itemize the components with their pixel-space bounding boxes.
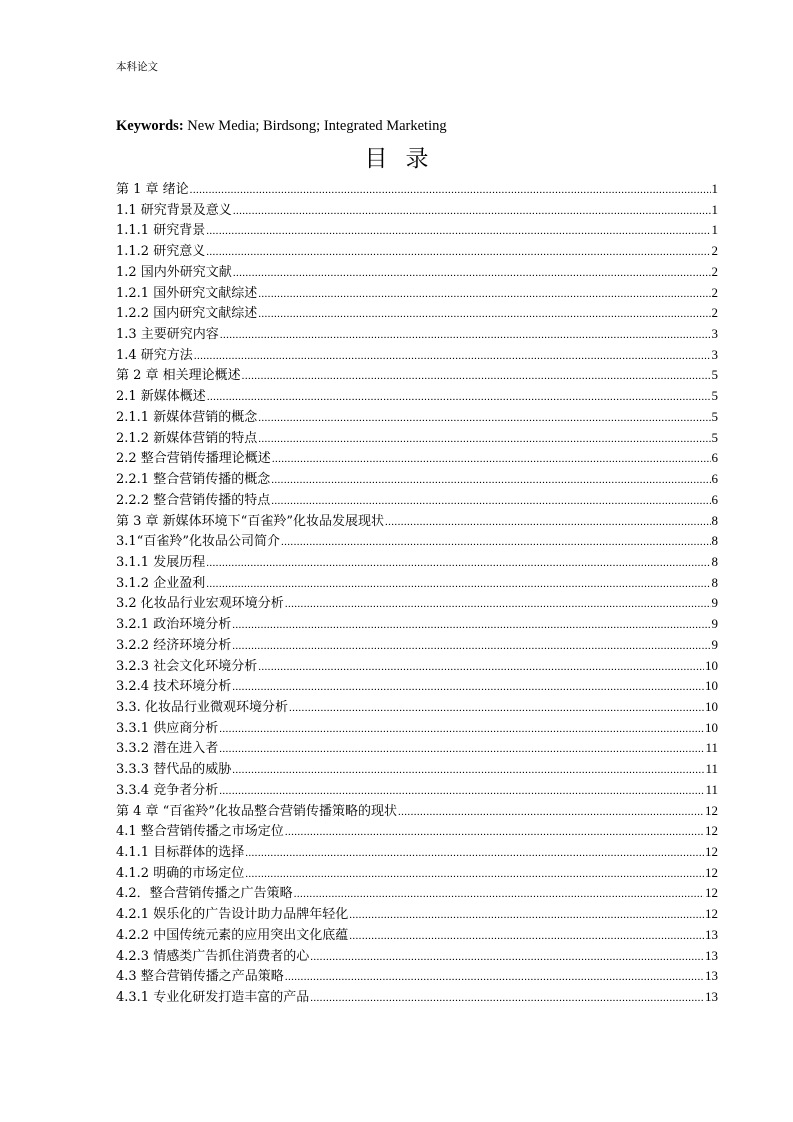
toc-dot-leader [233,201,711,222]
toc-entry[interactable] [116,573,718,594]
toc-entry-label: 第 4 章 “百雀羚”化妆品整合营销传播策略的现状 [116,803,397,819]
toc-entry-label: 4.2.2 中国传统元素的应用突出文化底蕴 [116,927,349,943]
toc-dot-leader [206,553,710,574]
toc-dot-leader [398,802,704,823]
toc-entry[interactable] [116,925,718,946]
toc-dot-leader [245,843,704,864]
toc-entry-page: 9 [711,616,718,632]
toc-entry-label: 第 1 章 绪论 [116,182,189,197]
toc-entry-page: 6 [711,450,718,466]
toc-entry-page: 13 [705,968,718,984]
toc-entry-label: 4.1.2 明确的市场定位 [116,865,245,881]
toc-entry-page: 6 [711,491,718,507]
toc-entry-page: 10 [705,657,718,673]
toc-entry[interactable] [116,200,718,221]
toc-entry-label: 3.3.1 供应商分析 [116,720,219,736]
toc-entry[interactable] [116,241,718,262]
toc-entry-page: 13 [705,926,718,942]
toc-entry[interactable] [116,220,718,241]
toc-entry-page: 2 [711,263,718,279]
toc-entry[interactable] [116,552,718,573]
toc-dot-leader [271,470,710,491]
toc-entry-label: 4.2.3 情感类广告抓住消费者的心 [116,948,310,964]
toc-entry-label: 2.2.2 整合营销传播的特点 [116,492,271,508]
toc-dot-leader [232,760,704,781]
toc-dot-leader [289,698,704,719]
toc-title: 目录 [364,146,447,172]
toc-entry-label: 3.2.2 经济环境分析 [116,637,232,653]
toc-entry-page: 2 [711,243,718,259]
toc-dot-leader [207,387,711,408]
toc-dot-leader [245,864,704,885]
toc-entry[interactable] [116,759,718,780]
toc-dot-leader [206,574,710,595]
toc-entry[interactable] [116,428,718,449]
toc-entry-label: 2.2.1 整合营销传播的概念 [116,472,271,488]
toc-entry-label: 3.1“百雀羚”化妆品公司简介 [116,534,280,550]
toc-entry-page: 1 [711,201,718,217]
toc-entry[interactable] [116,946,718,967]
toc-entry-label: 2.2 整合营销传播理论概述 [116,451,271,467]
toc-dot-leader [219,719,704,740]
toc-entry-label: 3.1.1 发展历程 [116,554,206,570]
toc-entry[interactable] [116,697,718,718]
toc-dot-leader [349,905,704,926]
toc-dot-leader [385,512,711,533]
toc-dot-leader [206,242,710,263]
toc-entry[interactable] [116,738,718,759]
page-header: 本科论文 [116,61,158,73]
toc-dot-leader [206,221,710,242]
toc-entry[interactable] [116,386,718,407]
toc-dot-leader [219,739,704,760]
keywords-text: New Media; Birdsong; Integrated Marketing [187,118,447,134]
toc-entry[interactable] [116,593,718,614]
toc-entry[interactable] [116,283,718,304]
toc-entry-label: 1.4 研究方法 [116,347,193,363]
toc-entry-page: 11 [705,781,718,797]
toc-entry[interactable] [116,365,718,386]
toc-entry[interactable] [116,966,718,987]
toc-entry-page: 12 [705,844,718,859]
toc-entry-label: 1.3 主要研究内容 [116,327,219,343]
toc-entry-label: 1.2 国内外研究文献 [116,264,232,280]
toc-entry-page: 10 [705,698,718,714]
toc-entry[interactable] [116,676,718,697]
toc-entry-label: 2.1.2 新媒体营销的特点 [116,430,258,446]
toc-entry-page: 5 [711,408,718,424]
toc-entry-page: 1 [711,222,718,238]
toc-dot-leader [285,967,704,988]
toc-entry-label: 3.2.1 政治环境分析 [116,617,232,633]
toc-dot-leader [258,304,710,325]
toc-entry-page: 3 [711,346,718,362]
toc-entry-label: 4.3.1 专业化研发打造丰富的产品 [116,990,310,1006]
table-of-contents [116,179,718,1008]
toc-entry[interactable] [116,883,718,904]
toc-entry[interactable] [116,635,718,656]
toc-dot-leader [285,822,704,843]
toc-entry[interactable] [116,303,718,324]
toc-entry[interactable] [116,179,718,200]
toc-entry-page: 12 [705,802,718,818]
toc-dot-leader [190,180,711,201]
toc-entry[interactable] [116,987,718,1008]
toc-entry-page: 9 [711,636,718,652]
toc-entry-label: 3.3.4 竞争者分析 [116,782,219,798]
toc-entry[interactable] [116,490,718,511]
toc-entry[interactable] [116,448,718,469]
toc-entry[interactable] [116,614,718,635]
toc-entry-label: 3.2.3 社会文化环境分析 [116,658,258,674]
toc-entry-page: 5 [711,388,718,404]
toc-entry[interactable] [116,407,718,428]
toc-entry-page: 2 [711,284,718,300]
toc-entry-label: 2.1 新媒体概述 [116,389,206,405]
toc-entry-label: 3.2.4 技术环境分析 [116,679,232,695]
toc-entry[interactable] [116,821,718,842]
toc-entry-page: 6 [711,471,718,487]
toc-entry-label: 3.2 化妆品行业宏观环境分析 [116,596,284,612]
toc-entry-label: 3.3.2 潜在进入者 [116,741,219,757]
toc-dot-leader [232,677,704,698]
toc-dot-leader [258,284,710,305]
toc-entry[interactable] [116,469,718,490]
toc-dot-leader [294,884,704,905]
toc-entry-page: 13 [705,989,718,1005]
toc-entry[interactable] [116,718,718,739]
toc-entry[interactable] [116,656,718,677]
toc-entry-page: 11 [705,740,718,756]
toc-entry-label: 4.1.1 目标群体的选择 [116,845,245,860]
toc-entry-page: 12 [705,885,718,901]
toc-entry-page: 12 [705,823,718,839]
toc-entry[interactable] [116,531,718,552]
toc-dot-leader [233,263,711,284]
toc-entry-label: 第 3 章 新媒体环境下“百雀羚”化妆品发展现状 [116,513,384,529]
toc-entry-label: 3.3.3 替代品的威胁 [116,762,232,778]
toc-entry-label: 1.1.2 研究意义 [116,244,206,260]
toc-entry-page: 11 [705,761,718,777]
toc-entry-page: 10 [705,719,718,735]
toc-dot-leader [310,947,704,968]
toc-entry[interactable] [116,324,718,345]
toc-entry[interactable] [116,801,718,822]
toc-entry-page: 12 [705,864,718,880]
toc-entry-page: 13 [705,947,718,963]
toc-entry-page: 2 [711,305,718,321]
toc-entry[interactable] [116,345,718,366]
toc-dot-leader [232,636,710,657]
toc-dot-leader [258,408,710,429]
toc-dot-leader [242,366,711,387]
toc-entry-page: 8 [711,574,718,590]
toc-dot-leader [271,491,710,512]
toc-dot-leader [258,429,710,450]
toc-entry[interactable] [116,780,718,801]
toc-entry-page: 5 [711,367,718,383]
toc-entry-label: 3.3. 化妆品行业微观环境分析 [116,699,288,715]
toc-dot-leader [220,325,711,346]
toc-dot-leader [194,346,711,367]
toc-entry-page: 3 [711,326,718,342]
toc-entry-label: 1.2.1 国外研究文献综述 [116,285,258,301]
toc-entry[interactable] [116,262,718,283]
toc-entry-page: 8 [711,512,718,528]
toc-entry-label: 3.1.2 企业盈利 [116,575,206,591]
toc-entry-label: 第 2 章 相关理论概述 [116,368,241,384]
toc-dot-leader [349,926,704,947]
toc-dot-leader [258,657,704,678]
toc-dot-leader [272,449,711,470]
toc-entry-label: 4.1 整合营销传播之市场定位 [116,824,284,840]
toc-entry-label: 4.2.1 娱乐化的广告设计助力品牌年轻化 [116,907,349,923]
toc-dot-leader [310,988,704,1009]
toc-entry-page: 9 [711,595,718,611]
toc-dot-leader [281,532,711,553]
toc-dot-leader [285,594,711,615]
toc-entry-label: 4.2．整合营销传播之广告策略 [116,886,293,902]
toc-entry[interactable] [116,842,718,863]
keywords-line [116,117,447,135]
toc-entry[interactable] [116,511,718,532]
toc-entry-label: 2.1.1 新媒体营销的概念 [116,409,258,425]
toc-entry[interactable] [116,863,718,884]
toc-entry-page: 12 [705,906,718,922]
toc-entry-label: 1.2.2 国内研究文献综述 [116,306,258,322]
keywords-label: Keywords: [116,118,184,134]
toc-dot-leader [232,615,710,636]
toc-entry-page: 8 [711,553,718,569]
toc-entry-label: 4.3 整合营销传播之产品策略 [116,969,284,985]
toc-entry-label: 1.1 研究背景及意义 [116,202,232,218]
toc-entry-page: 10 [705,678,718,694]
toc-entry-page: 1 [711,181,718,196]
toc-dot-leader [219,781,704,802]
toc-entry-label: 1.1.1 研究背景 [116,223,206,239]
toc-entry-page: 8 [711,533,718,549]
toc-entry[interactable] [116,904,718,925]
toc-entry-page: 5 [711,429,718,445]
